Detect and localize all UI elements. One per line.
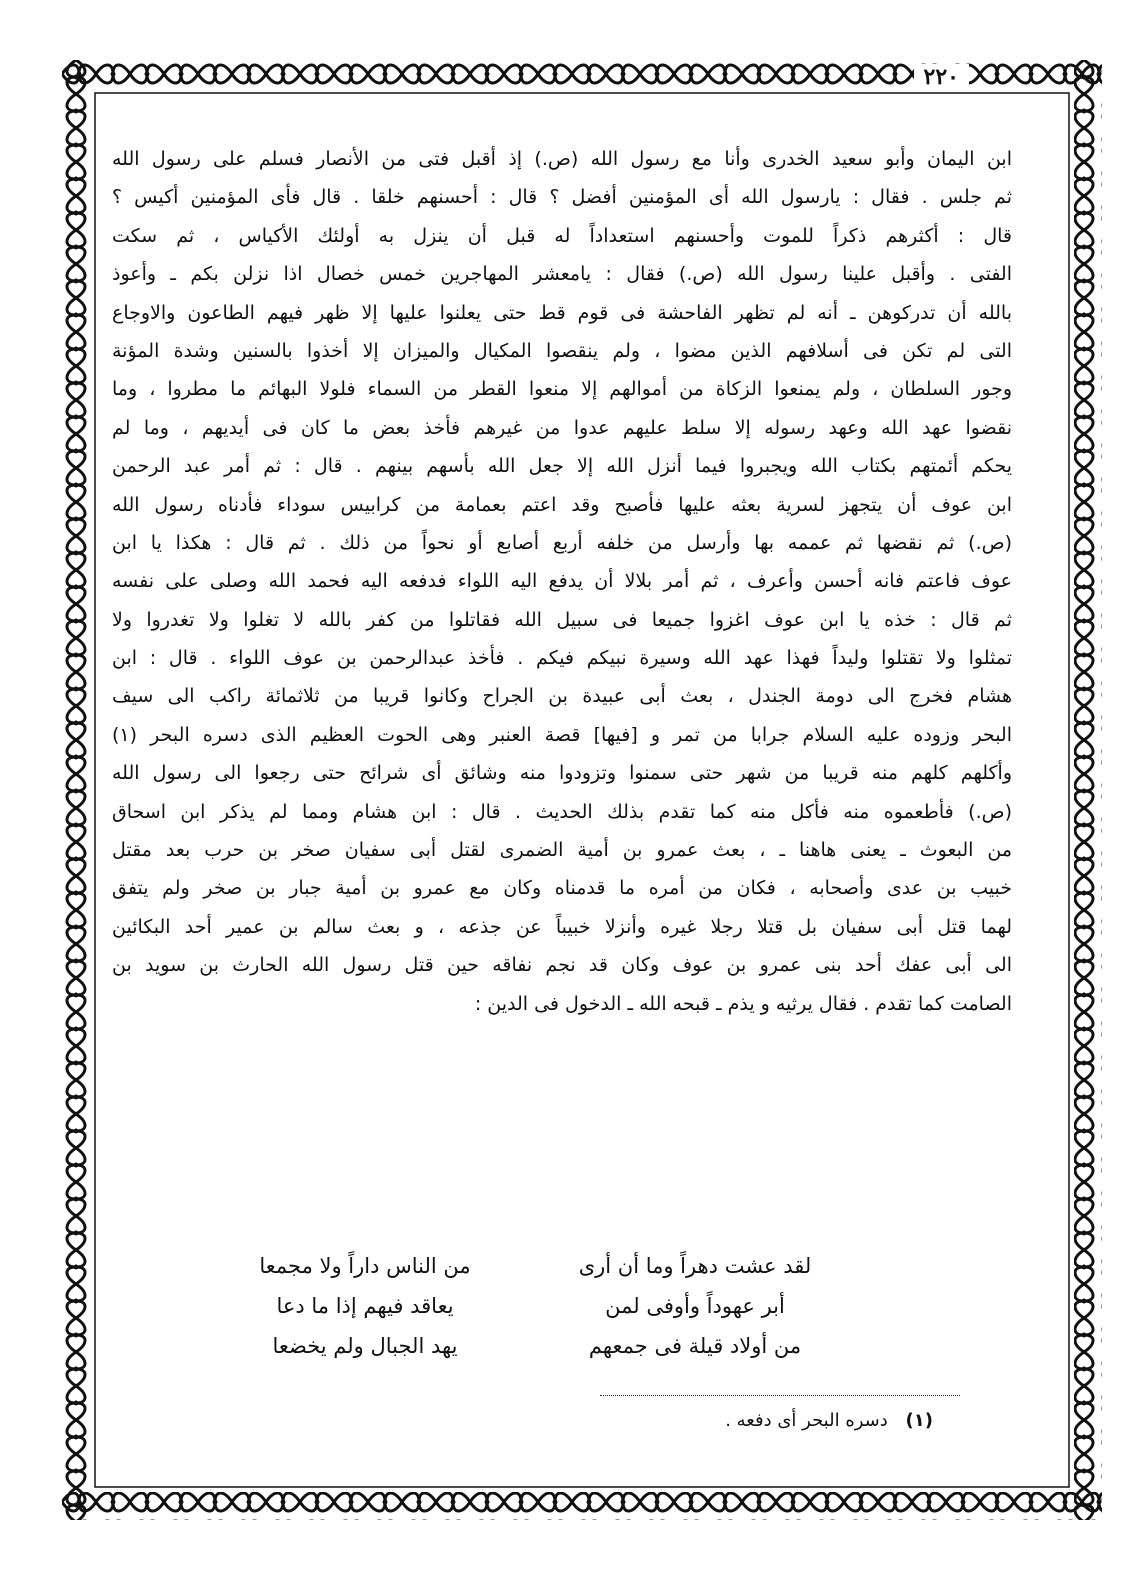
text-line: ابن عوف أن يتجهز لسرية بعثه عليها فأصبح وقد اعتم بعمامة من كرابيس سوداء فأدناه رسول الله — [112, 493, 1012, 516]
text-line: التى لم تكن فى أسلافهم الذين مضوا ، ولم ينقصوا المكيال والميزان إلا أخذوا بالسنين وشدة المؤنة — [112, 339, 1012, 362]
text-line: ثم قال : خذه يا ابن عوف اغزوا جميعا فى سبيل الله فقاتلوا من كفر بالله لا تغلوا ولا تغدروا ولا — [112, 608, 1012, 631]
text-line: تمثلوا ولا تقتلوا وليداً فهذا عهد الله وسيرة نبيكم فيكم . فأخذ عبدالرحمن بن عوف اللواء . قال : ابن — [112, 647, 1012, 670]
footnote-number: (١) — [905, 1410, 933, 1431]
text-line: نقضوا عهد الله وعهد رسوله إلا سلط عليهم عدوا من غيرهم فأخذ بعض ما كان فى أيديهم ، وما لم — [112, 416, 1012, 439]
text-line: عوف فاعتم فانه أحسن وأعرف ، ثم أمر بلالا أن يدفع اليه اللواء فدفعه اليه فحمد الله وصلى على نفسه — [112, 570, 1012, 593]
verse-first-hemistich: لقد عشت دهراً وما أن أرى — [578, 1254, 812, 1278]
poem-verse — [200, 1246, 860, 1286]
text-line: (ص.) ثم نقضها ثم عممه بها وأرسل من خلفه أربع أصابع أو نحواً من ذلك . ثم قال : هكذا يا ابن — [112, 531, 1012, 554]
text-line: من البعوث ـ يعنى هاهنا ـ ، بعث عمرو بن أمية الضمرى لقتل أبى سفيان صخر بن حرب بعد مقتل — [112, 839, 1012, 862]
text-line: يحكم أئمتهم بكتاب الله ويجبروا فيما أنزل الله إلا جعل الله بأسهم بينهم . قال : ثم أمر عبد الرحمن — [112, 455, 1012, 478]
text-line: قال : أكثرهم ذكراً للموت وأحسنهم استعداداً له قبل أن ينزل به أولئك الأكياس ، ثم سكت — [112, 224, 1012, 247]
verse-first-hemistich: أبر عهوداً وأوفى لمن — [605, 1294, 785, 1318]
verse-second-hemistich: من الناس داراً ولا مجمعا — [259, 1254, 471, 1278]
verse-second-hemistich: يعاقد فيهم إذا ما دعا — [276, 1294, 454, 1318]
footnote-divider — [600, 1395, 960, 1396]
text-line: وجور السلطان ، ولم يمنعوا الزكاة من أموالهم إلا منعوا القطر من السماء فلولا البهائم ما مطروا ، وما — [112, 378, 1012, 401]
text-line: بالله أن تدركوهن ـ أنه لم تظهر الفاحشة فى قوم قط حتى يعلنوا عليها إلا ظهر فيهم الطاعون والاوجاع — [112, 301, 1012, 324]
text-line: هشام فخرج الى دومة الجندل ، بعث أبى عبيدة بن الجراح وكانوا قريبا من ثلاثمائة راكب الى سيف — [112, 685, 1012, 708]
text-line: وأكلهم كلهم منه قريبا من شهر حتى سمنوا وتزودوا منه وشائق أى شرائح حتى رجعوا الى رسول الله — [112, 762, 1012, 785]
poem-verse — [200, 1326, 860, 1366]
text-line: لهما قتل أبى سفيان بل قتلا رجلا غيره وأنزلا خبيباً عن جذعه ، و بعث سالم بن عمير أحد البكائين — [112, 915, 1012, 938]
text-line: ابن اليمان وأبو سعيد الخدرى وأنا مع رسول الله (ص.) إذ أقبل فتى من الأنصار فسلم على رسول الله — [112, 148, 1012, 170]
footnote-text: دسره البحر أى دفعه . — [725, 1410, 888, 1431]
body-text — [112, 140, 1012, 1023]
text-line: الى أبى عفك أحد بنى عمرو بن عوف وكان قد نجم نفاقه حين قتل رسول الله الحارث بن سويد بن — [112, 954, 1012, 977]
poem-verse — [200, 1286, 860, 1326]
text-line: البحر وزوده عليه السلام جرابا من تمر و [فيها] قصة العنبر وهى الحوت العظيم الذى دسره البحر (١) — [112, 723, 1012, 746]
text-line: ثم جلس . فقال : يارسول الله أى المؤمنين أفضل ؟ قال : أحسنهم خلقا . قال فأى المؤمنين أكيس ؟ — [112, 186, 1012, 209]
poem — [200, 1246, 860, 1366]
verse-first-hemistich: من أولاد قيلة فى جمعهم — [588, 1334, 802, 1358]
verse-second-hemistich: يهد الجبال ولم يخضعا — [272, 1334, 458, 1358]
page-number: ٢٢٠ — [914, 64, 969, 90]
footnote — [725, 1410, 933, 1431]
text-line: الفتى . وأقبل علينا رسول الله (ص.) فقال : يامعشر المهاجرين خمس خصال اذا نزلن بكم ـ وأعوذ — [112, 263, 1012, 286]
text-line: خبيب بن عدى وأصحابه ، فكان من أمره ما قدمناه وكان مع عمرو بن أمية جبار بن صخر ولم يتفق — [112, 877, 1012, 900]
text-line: الصامت كما تقدم . فقال يرثيه و يذم ـ قبحه الله ـ الدخول فى الدين : — [474, 992, 1012, 1015]
text-line: (ص.) فأطعموه منه فأكل منه كما تقدم بذلك الحديث . قال : ابن هشام ومما لم يذكر ابن اسحاق — [112, 800, 1012, 823]
